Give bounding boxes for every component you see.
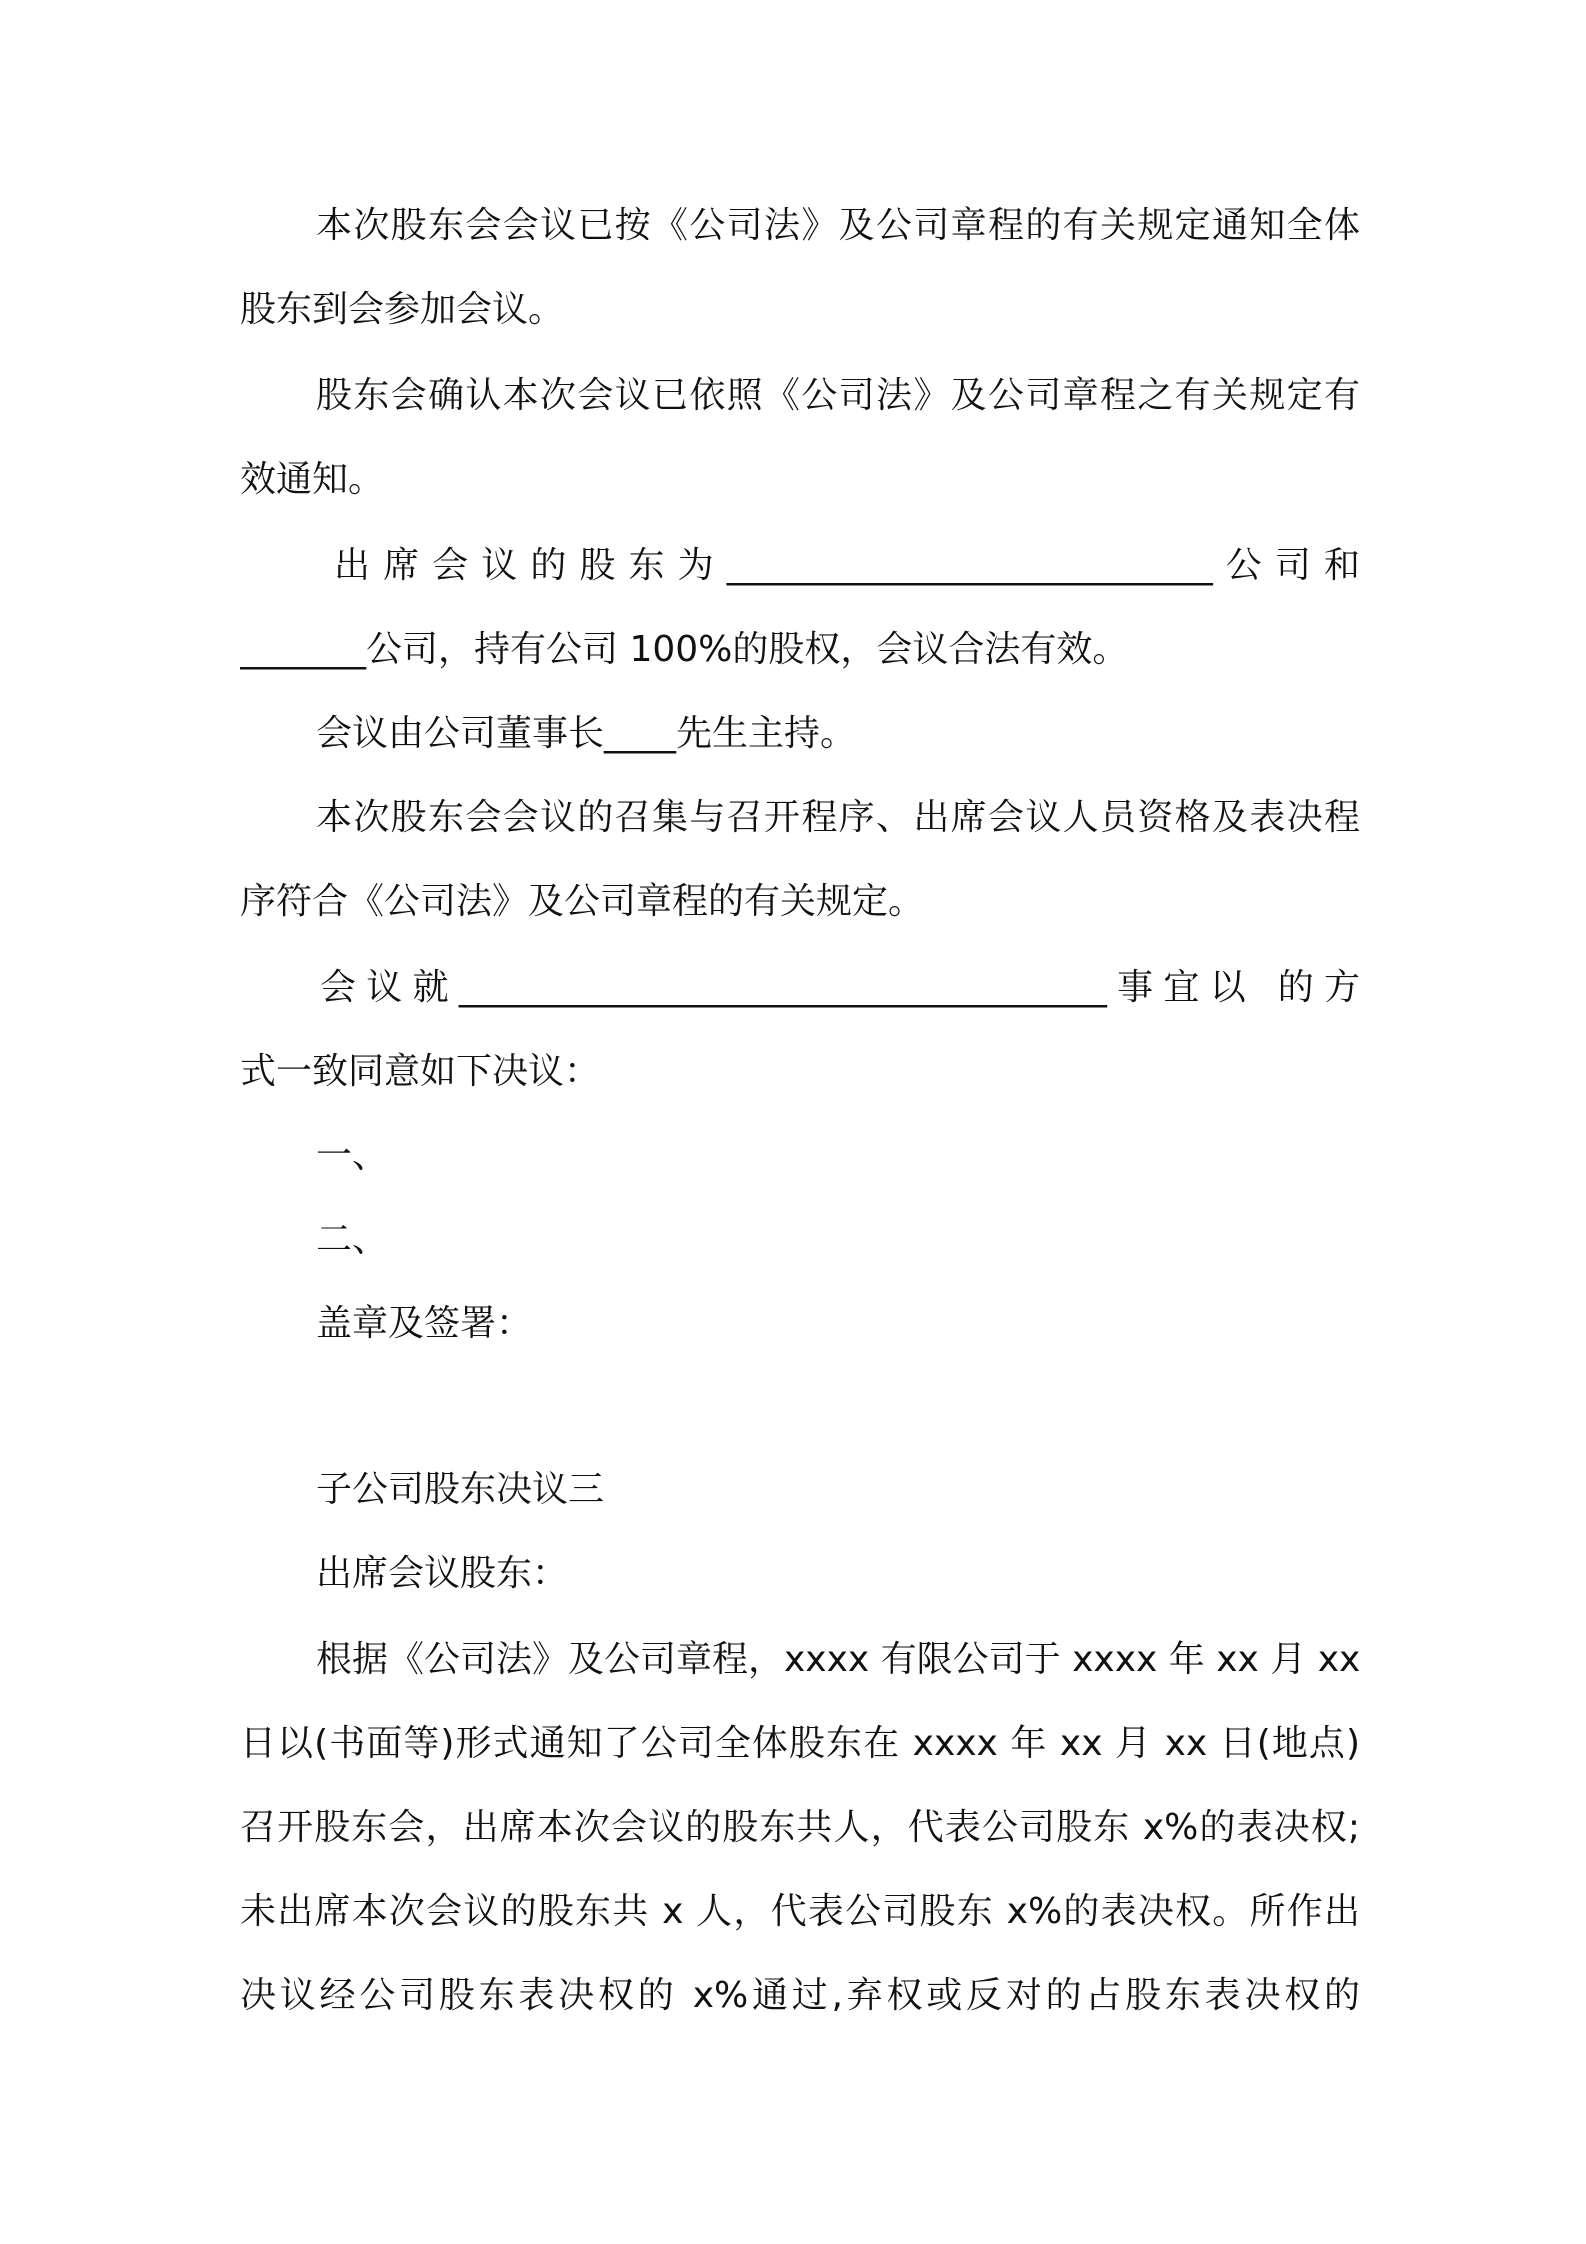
paragraph-line: 出席会议的股东为___________________________公司和 [334,545,1360,586]
resolution-item: 一、 [316,1135,389,1176]
paragraph-line: 召开股东会，出席本次会议的股东共人，代表公司股东 x%的表决权; [240,1807,1360,1848]
paragraph-line: 本次股东会会议已按《公司法》及公司章程的有关规定通知全体 [316,205,1360,246]
paragraph-line: 本次股东会会议的召集与召开程序、出席会议人员资格及表决程 [316,797,1360,838]
paragraph-line: 决议经公司股东表决权的 x%通过,弃权或反对的占股东表决权的 [240,1975,1360,2016]
paragraph-line: 未出席本次会议的股东共 x 人，代表公司股东 x%的表决权。所作出 [240,1891,1360,1932]
paragraph-line: _______公司，持有公司 100%的股权，会议合法有效。 [240,629,1129,670]
section-title: 子公司股东决议三 [316,1469,605,1510]
resolution-item: 二、 [316,1219,389,1260]
paragraph-line: 股东会确认本次会议已依照《公司法》及公司章程之有关规定有 [316,375,1360,416]
paragraph-line: 会议由公司董事长____先生主持。 [316,713,857,754]
paragraph-line: 会议就____________________________________事宜以 的方 [320,967,1360,1008]
paragraph-line: 股东到会参加会议。 [240,289,565,330]
paragraph-line: 效通知。 [240,459,385,500]
paragraph-line: 式一致同意如下决议： [240,1051,601,1092]
paragraph-line: 序符合《公司法》及公司章程的有关规定。 [240,881,925,922]
signature-label: 盖章及签署： [316,1303,533,1344]
attendees-label: 出席会议股东： [316,1553,569,1594]
paragraph-line: 日以(书面等)形式通知了公司全体股东在 xxxx 年 xx 月 xx 日(地点) [240,1723,1360,1764]
paragraph-line: 根据《公司法》及公司章程，xxxx 有限公司于 xxxx 年 xx 月 xx [316,1639,1360,1680]
